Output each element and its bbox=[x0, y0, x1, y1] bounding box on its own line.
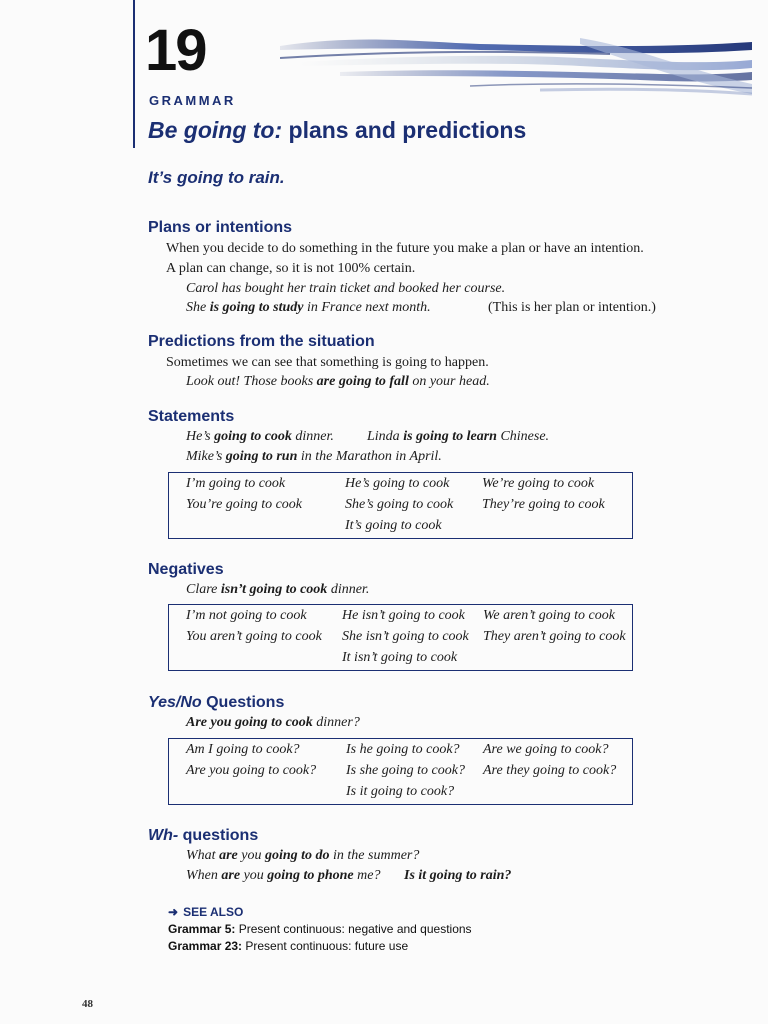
table-cell: You aren’t going to cook bbox=[186, 629, 322, 644]
table-cell: It’s going to cook bbox=[345, 518, 442, 533]
table-cell: He’s going to cook bbox=[345, 476, 450, 491]
wh-example-2: When are you going to phone me? bbox=[186, 868, 381, 883]
table-cell: It isn’t going to cook bbox=[342, 650, 458, 665]
table-cell: Is it going to cook? bbox=[346, 784, 455, 799]
predictions-text: Sometimes we can see that something is going to happen. bbox=[166, 355, 489, 370]
plans-example-1: Carol has bought her train ticket and booked her course. bbox=[186, 281, 506, 296]
page-subtitle: It’s going to rain. bbox=[148, 168, 285, 187]
section-heading-plans: Plans or intentions bbox=[148, 219, 293, 236]
table-cell: She’s going to cook bbox=[345, 497, 454, 512]
yes-no-example: Are you going to cook dinner? bbox=[186, 715, 360, 730]
section-heading-predictions: Predictions from the situation bbox=[148, 333, 375, 350]
table-cell: We’re going to cook bbox=[482, 476, 595, 491]
see-also-link[interactable]: Grammar 5: Present continuous: negative and questions bbox=[168, 922, 472, 936]
page-number: 48 bbox=[82, 998, 93, 1010]
section-heading-wh-questions: Wh- questions bbox=[148, 827, 259, 844]
header-rule bbox=[133, 0, 135, 148]
plans-example-2: She is going to study in France next month. bbox=[186, 300, 431, 315]
decorative-banner-image bbox=[280, 28, 752, 108]
table-cell: Is he going to cook? bbox=[346, 742, 460, 757]
table-cell: You’re going to cook bbox=[186, 497, 303, 512]
table-cell: She isn’t going to cook bbox=[342, 629, 469, 644]
negatives-table bbox=[168, 604, 633, 671]
section-heading-yes-no-questions: Yes/No Questions bbox=[148, 694, 285, 711]
predictions-example: Look out! Those books are going to fall on your head. bbox=[186, 374, 490, 389]
page-title: Be going to: plans and predictions bbox=[148, 117, 527, 143]
see-also-link[interactable]: Grammar 23: Present continuous: future use bbox=[168, 939, 409, 953]
chapter-number: 19 bbox=[145, 18, 206, 83]
section-heading-statements: Statements bbox=[148, 408, 235, 425]
plans-example-note: (This is her plan or intention.) bbox=[488, 300, 656, 315]
table-cell: Are we going to cook? bbox=[483, 742, 609, 757]
table-cell: Are you going to cook? bbox=[186, 763, 317, 778]
table-cell: I’m going to cook bbox=[186, 476, 286, 491]
table-cell: Am I going to cook? bbox=[186, 742, 300, 757]
table-cell: He isn’t going to cook bbox=[342, 608, 465, 623]
statements-example-2: Linda is going to learn Chinese. bbox=[367, 429, 550, 444]
table-cell: Is she going to cook? bbox=[346, 763, 465, 778]
arrow-right-icon: ➜ bbox=[168, 905, 179, 919]
plans-text-1: When you decide to do something in the future you make a plan or have an intention. bbox=[166, 241, 644, 256]
wh-example-1: What are you going to do in the summer? bbox=[186, 848, 420, 863]
negatives-example: Clare isn’t going to cook dinner. bbox=[186, 582, 370, 597]
statements-example-3: Mike’s going to run in the Marathon in April. bbox=[186, 449, 442, 464]
statements-table bbox=[168, 472, 633, 539]
table-cell: Are they going to cook? bbox=[483, 763, 617, 778]
table-cell: I’m not going to cook bbox=[186, 608, 307, 623]
see-also-heading: ➜ SEE ALSO bbox=[168, 905, 244, 919]
table-cell: They’re going to cook bbox=[482, 497, 605, 512]
statements-example-1: He’s going to cook dinner. bbox=[186, 429, 334, 444]
chapter-label: GRAMMAR bbox=[149, 93, 236, 108]
table-cell: They aren’t going to cook bbox=[483, 629, 626, 644]
table-cell: We aren’t going to cook bbox=[483, 608, 615, 623]
yes-no-table bbox=[168, 738, 633, 805]
plans-text-2: A plan can change, so it is not 100% certain. bbox=[166, 261, 416, 276]
wh-example-3: Is it going to rain? bbox=[404, 868, 512, 883]
section-heading-negatives: Negatives bbox=[148, 561, 224, 578]
